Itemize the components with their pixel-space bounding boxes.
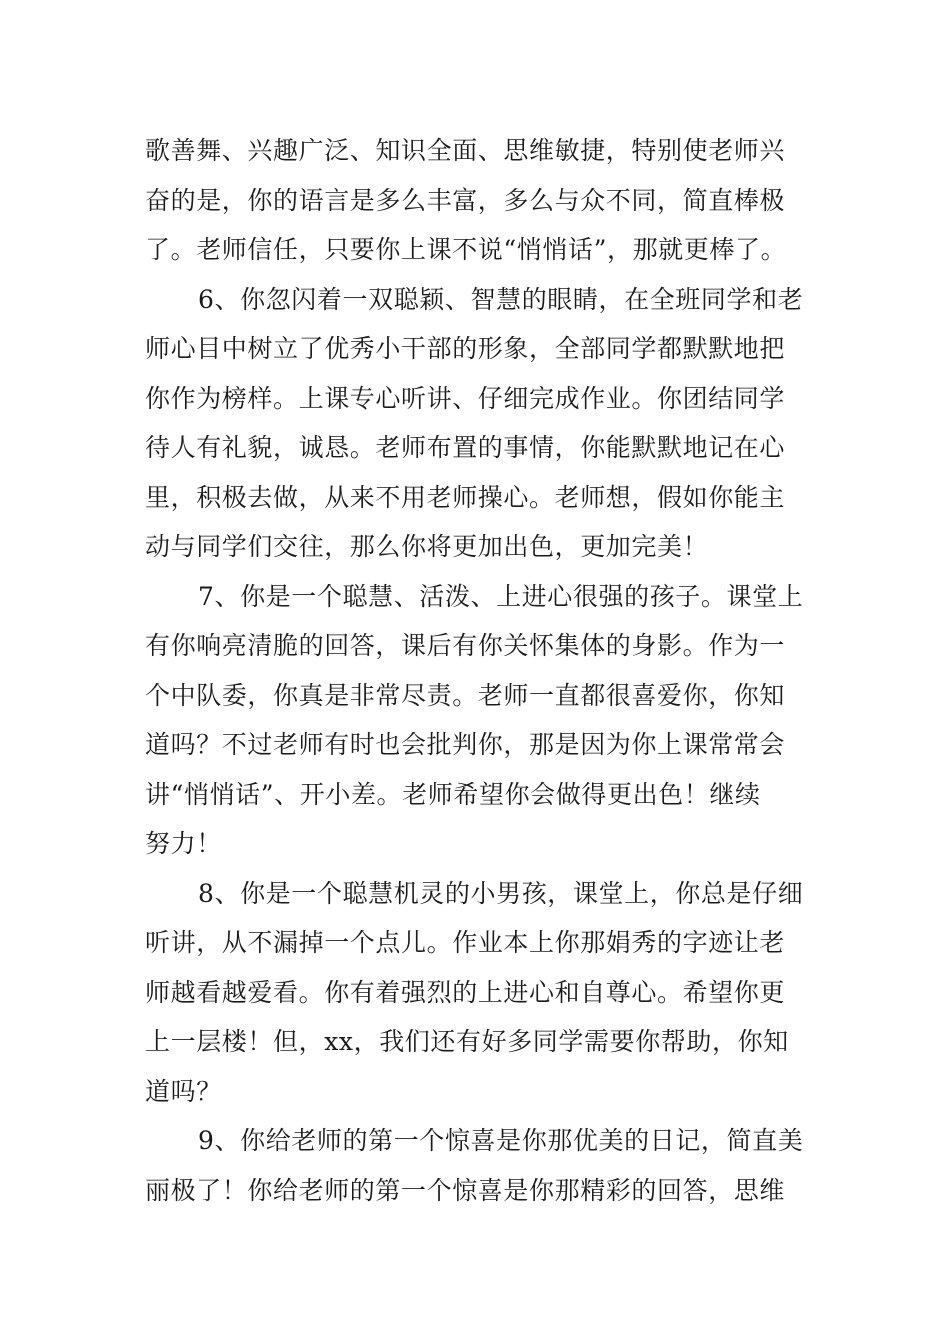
text-line: 个中队委，你真是非常尽责。老师一直都很喜爱你，你知: [145, 680, 786, 710]
paragraph-6-start: 6、你忽闪着一双聪颖、智慧的眼睛，在全班同学和老: [198, 284, 804, 314]
text-line: 讲“悄悄话”、开小差。老师希望你会做得更出色！继续: [145, 779, 761, 809]
paragraph-7-start: 7、你是一个聪慧、活泼、上进心很强的孩子。课堂上: [198, 581, 804, 611]
paragraph-9-start: 9、你给老师的第一个惊喜是你那优美的日记，简直美: [198, 1126, 804, 1155]
text-line: 你作为榜样。上课专心听讲、仔细完成作业。你团结同学: [145, 383, 786, 413]
text-line: 待人有礼貌，诚恳。老师布置的事情，你能默默地记在心: [145, 433, 786, 462]
text-line: 奋的是，你的语言是多么丰富，多么与众不同，简直棒极: [145, 185, 786, 215]
text-line: 动与同学们交往，那么你将更加出色，更加完美！: [145, 532, 709, 561]
text-line: 上一层楼！但，xx，我们还有好多同学需要你帮助，你知: [145, 1027, 789, 1056]
text-line: 听讲，从不漏掉一个点儿。作业本上你那娟秀的字迹让老: [145, 928, 786, 957]
text-line: 道吗？不过老师有时也会批判你，那是因为你上课常常会: [145, 730, 786, 759]
text-line: 努力！: [145, 829, 222, 858]
text-line: 有你响亮清脆的回答，课后有你关怀集体的身影。作为一: [145, 631, 786, 660]
text-line: 歌善舞、兴趣广泛、知识全面、思维敏捷，特别使老师兴: [145, 136, 786, 165]
text-line: 了。老师信任，只要你上课不说“悄悄话”，那就更棒了。: [145, 235, 787, 264]
text-line: 丽极了！你给老师的第一个惊喜是你那精彩的回答，思维: [145, 1175, 786, 1205]
paragraph-8-start: 8、你是一个聪慧机灵的小男孩，课堂上，你总是仔细: [198, 878, 804, 908]
text-line: 里，积极去做，从来不用老师操心。老师想，假如你能主: [145, 482, 786, 512]
text-line: 师心目中树立了优秀小干部的形象，全部同学都默默地把: [145, 334, 786, 363]
text-line: 师越看越爱看。你有着强烈的上进心和自尊心。希望你更: [145, 977, 786, 1007]
document-body: [145, 126, 810, 1215]
text-line: 道吗？: [145, 1076, 222, 1106]
